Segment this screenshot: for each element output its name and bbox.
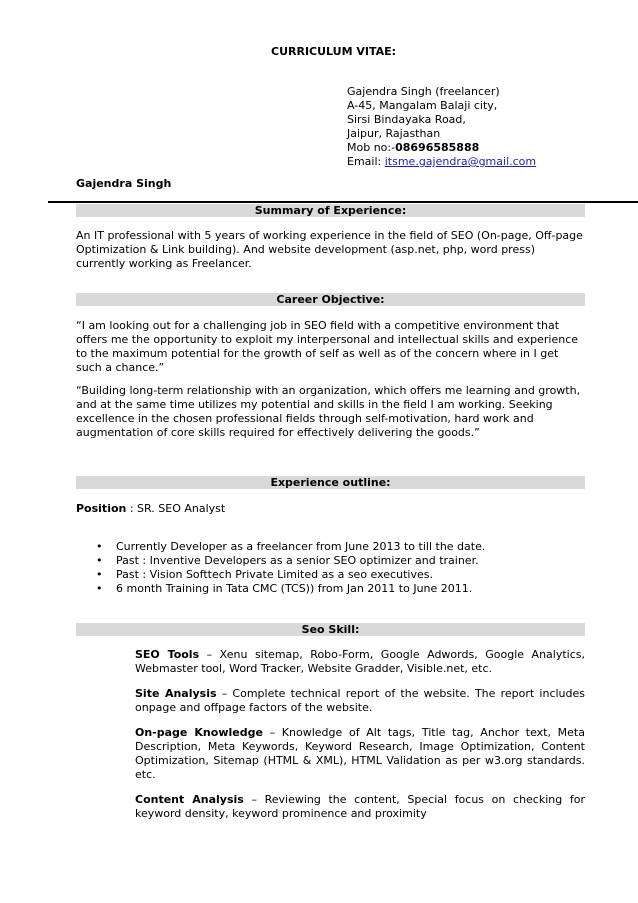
- skill-site-analysis: [135, 687, 585, 715]
- mobile-number: 08696585888: [395, 141, 480, 154]
- position-line: [76, 502, 225, 516]
- skill-label: Site Analysis: [135, 687, 217, 700]
- skill-text: – Complete technical report of the website. The report includes onpage and offpage factors of the website.: [135, 687, 586, 714]
- skill-label: Content Analysis: [135, 793, 244, 806]
- experience-item-text: 6 month Training in Tata CMC (TCS)) from Jan 2011 to June 2011.: [116, 582, 473, 595]
- experience-item-text: Currently Developer as a freelancer from June 2013 to till the date.: [116, 540, 486, 553]
- list-item: [96, 540, 485, 554]
- summary-text: An IT professional with 5 years of working experience in the field of SEO (On-page, Off-page Optimization & Link building). And website development (asp.net, php, word press) currently working as Freelancer.: [76, 229, 583, 270]
- list-item: [96, 554, 485, 568]
- contact-mobile: [347, 141, 536, 155]
- position-label: Position: [76, 502, 127, 515]
- skill-label: SEO Tools: [135, 648, 200, 661]
- header-divider: [48, 201, 638, 203]
- contact-email: [347, 155, 536, 169]
- skill-text: – Reviewing the content, Special focus on checking for keyword density, keyword prominence and proximity: [135, 793, 585, 820]
- email-label: Email:: [347, 155, 385, 168]
- skill-text: – Xenu sitemap, Robo-Form, Google Adwords, Google Analytics, Webmaster tool, Word Tracker, Website Gradder, Visible.net, etc.: [135, 648, 585, 675]
- contact-block: [347, 85, 536, 169]
- bullet-icon: •: [96, 568, 103, 581]
- bullet-icon: •: [96, 554, 103, 567]
- list-item: [96, 568, 485, 582]
- experience-item-text: Past : Inventive Developers as a senior SEO optimizer and trainer.: [116, 554, 479, 567]
- bullet-icon: •: [96, 582, 103, 595]
- skill-text: – Knowledge of Alt tags, Title tag, Anchor text, Meta Description, Meta Keywords, Keyword Research, Image Optimization, Content Optimization, Sitemap (HTML & XML), HTML Validation as per w3.org standards. etc.: [135, 726, 585, 781]
- objective-paragraph-2: “Building long-term relationship with an organization, which offers me learning and growth, and at the same time utilizes my potential and skills in the field I am working. Seeking excellence in the chosen professional fields through self-motivation, hard work and augmentation of core skills required for effectively delivering the goods.”: [76, 384, 581, 439]
- contact-address-line-2: Sirsi Bindayaka Road,: [347, 113, 466, 126]
- skill-seo-tools: [135, 648, 585, 676]
- document-title: CURRICULUM VITAE:: [271, 45, 397, 58]
- position-value: : SR. SEO Analyst: [126, 502, 226, 515]
- experience-heading: Experience outline:: [76, 476, 585, 489]
- skill-on-page-knowledge: [135, 726, 585, 782]
- seo-skill-heading: Seo Skill:: [76, 623, 585, 636]
- contact-name: Gajendra Singh (freelancer): [347, 85, 500, 98]
- applicant-name: Gajendra Singh: [76, 177, 172, 190]
- bullet-icon: •: [96, 540, 103, 553]
- email-link[interactable]: itsme.gajendra@gmail.com: [384, 155, 537, 168]
- experience-item-text: Past : Vision Softtech Private Limited as a seo executives.: [116, 568, 433, 581]
- objective-heading: Career Objective:: [76, 293, 585, 306]
- contact-city: Jaipur, Rajasthan: [347, 127, 441, 140]
- contact-address-line-1: A-45, Mangalam Balaji city,: [347, 99, 498, 112]
- mobile-label: Mob no:-: [347, 141, 396, 154]
- objective-paragraph-1: “I am looking out for a challenging job in SEO field with a competitive environment that offers me the opportunity to exploit my interpersonal and intellectual skills and experience to the maximum potential for the growth of self as well as of the concern where in I get such a chance.”: [76, 319, 579, 374]
- experience-list: [96, 540, 485, 596]
- skill-content-analysis: [135, 793, 585, 821]
- summary-heading: Summary of Experience:: [76, 204, 585, 217]
- list-item: [96, 582, 485, 596]
- skill-label: On-page Knowledge: [135, 726, 263, 739]
